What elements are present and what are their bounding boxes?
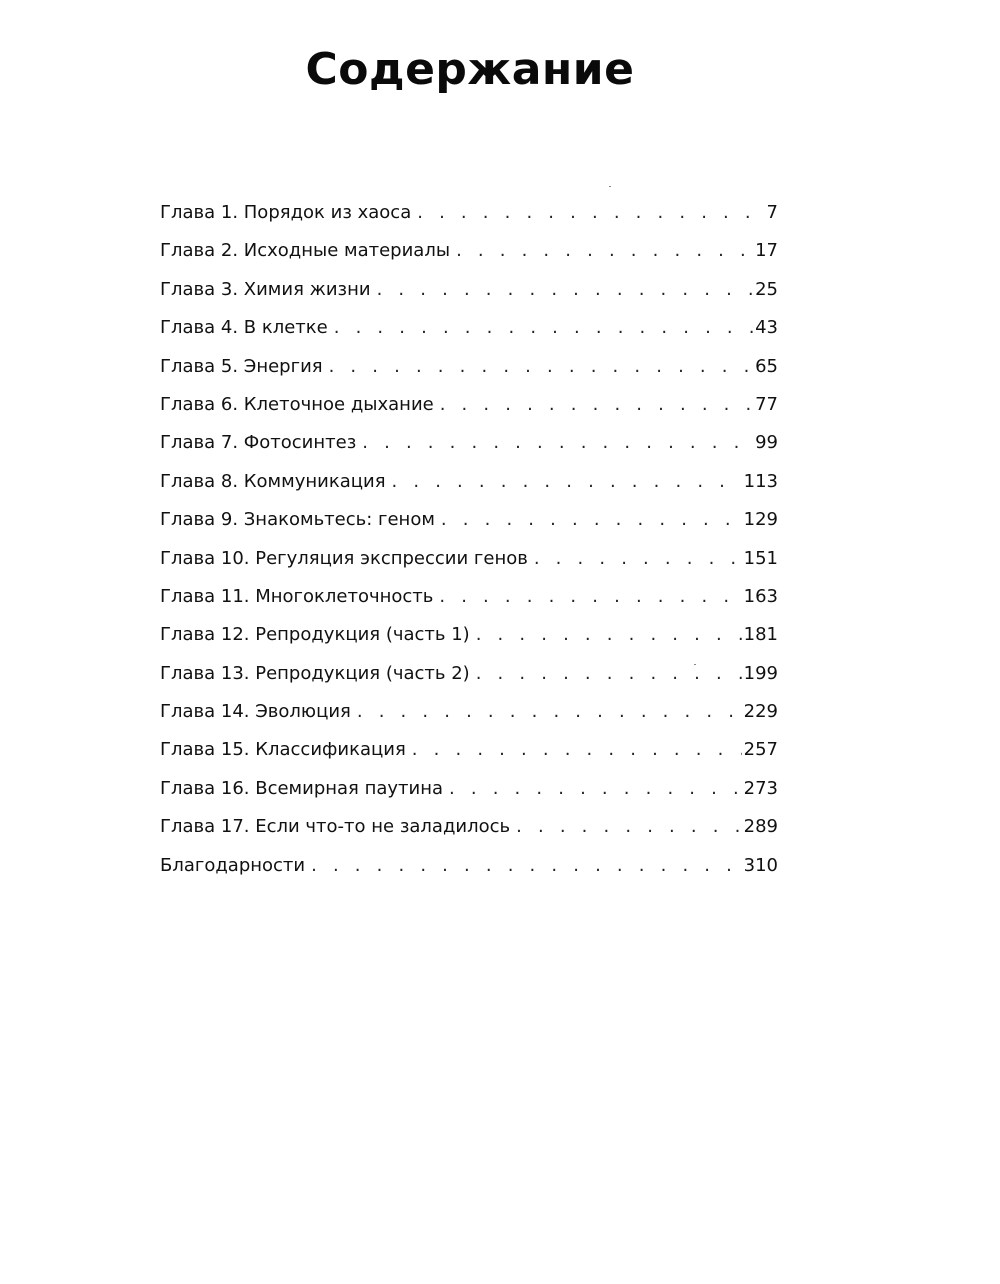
- toc-entry-label: Глава 7. Фотосинтез: [160, 432, 357, 454]
- toc-entry: [160, 663, 778, 701]
- toc-entry-label: Глава 11. Многоклеточность: [160, 585, 434, 607]
- toc-entry: [160, 432, 778, 470]
- toc-entry-page: 273: [743, 777, 778, 799]
- toc-dot-leader: [534, 548, 742, 569]
- toc-dot-leader: [357, 701, 742, 722]
- toc-entry-label: Глава 10. Регуляция экспрессии генов: [160, 547, 528, 569]
- toc-entry: [160, 317, 778, 355]
- toc-entry-page: 163: [743, 585, 778, 607]
- toc-entry-label: Глава 14. Эволюция: [160, 701, 351, 723]
- toc-entry-page: 99: [755, 432, 778, 454]
- toc-dot-leader: [392, 471, 742, 492]
- toc-entry: [160, 202, 778, 240]
- toc-dot-leader: [476, 624, 742, 645]
- toc-entry-label: Глава 5. Энергия: [160, 355, 323, 377]
- toc-entry: [160, 739, 778, 777]
- toc-entry-page: 129: [743, 509, 778, 531]
- toc-dot-leader: [516, 816, 742, 837]
- toc-entry-page: 43: [755, 317, 778, 339]
- toc-entry-page: 7: [766, 202, 778, 223]
- toc-entry: [160, 279, 778, 317]
- toc-dot-leader: [441, 509, 742, 530]
- toc-entry: [160, 778, 778, 816]
- toc-entry: [160, 394, 778, 432]
- toc-entry: [160, 471, 778, 509]
- toc-entry-page: 289: [743, 816, 778, 838]
- toc-dot-leader: [329, 356, 754, 377]
- page-title: Содержание: [305, 44, 635, 95]
- toc-dot-leader: [439, 586, 741, 607]
- toc-entry-page: 151: [743, 547, 778, 569]
- toc-dot-leader: [449, 778, 742, 799]
- toc-dot-leader: [456, 240, 753, 261]
- toc-entry-label: Глава 17. Если что-то не заладилось: [160, 816, 511, 838]
- toc-entry-label: Глава 12. Репродукция (часть 1): [160, 624, 470, 646]
- toc-entry: [160, 509, 778, 547]
- toc-entry-label: Глава 13. Репродукция (часть 2): [160, 662, 470, 684]
- toc-entry-page: 25: [755, 278, 778, 300]
- toc-entry: [160, 548, 778, 586]
- toc-entry-label: Глава 1. Порядок из хаоса: [160, 202, 412, 223]
- toc-entry-label: Глава 6. Клеточное дыхание: [160, 393, 434, 415]
- toc-dot-leader: [362, 432, 753, 453]
- toc-dot-leader: [412, 739, 742, 760]
- toc-entry-page: 65: [755, 355, 778, 377]
- toc-dot-leader: [417, 202, 764, 223]
- toc-entry-label: Глава 15. Классификация: [160, 739, 406, 761]
- toc-dot-leader: [476, 663, 742, 684]
- toc-entry-page: 113: [743, 470, 778, 492]
- toc-entry: [160, 624, 778, 662]
- toc-entry: [160, 240, 778, 278]
- toc-entry-page: 229: [743, 701, 778, 723]
- table-of-contents: [160, 202, 778, 893]
- toc-dot-leader: [334, 317, 753, 338]
- toc-entry-label: Глава 8. Коммуникация: [160, 470, 386, 492]
- toc-entry-label: Глава 2. Исходные материалы: [160, 240, 451, 262]
- toc-entry-page: 310: [743, 854, 778, 876]
- toc-entry-label: Глава 3. Химия жизни: [160, 278, 371, 300]
- toc-dot-leader: [377, 279, 754, 300]
- scan-speck: [609, 186, 611, 187]
- toc-entry-page: 17: [755, 240, 778, 262]
- scan-speck: [694, 664, 696, 665]
- toc-entry-page: 181: [743, 624, 778, 646]
- toc-dot-leader: [440, 394, 753, 415]
- toc-entry: [160, 586, 778, 624]
- toc-entry-label: Благодарности: [160, 854, 306, 876]
- toc-dot-leader: [311, 855, 742, 876]
- toc-entry: [160, 855, 778, 893]
- toc-entry-page: 77: [755, 393, 778, 415]
- toc-entry: [160, 356, 778, 394]
- toc-entry-label: Глава 9. Знакомьтесь: геном: [160, 509, 435, 531]
- toc-entry: [160, 816, 778, 854]
- toc-entry-page: 199: [743, 662, 778, 684]
- toc-entry-label: Глава 4. В клетке: [160, 317, 328, 339]
- toc-entry: [160, 701, 778, 739]
- toc-entry-label: Глава 16. Всемирная паутина: [160, 777, 444, 799]
- toc-entry-page: 257: [743, 739, 778, 761]
